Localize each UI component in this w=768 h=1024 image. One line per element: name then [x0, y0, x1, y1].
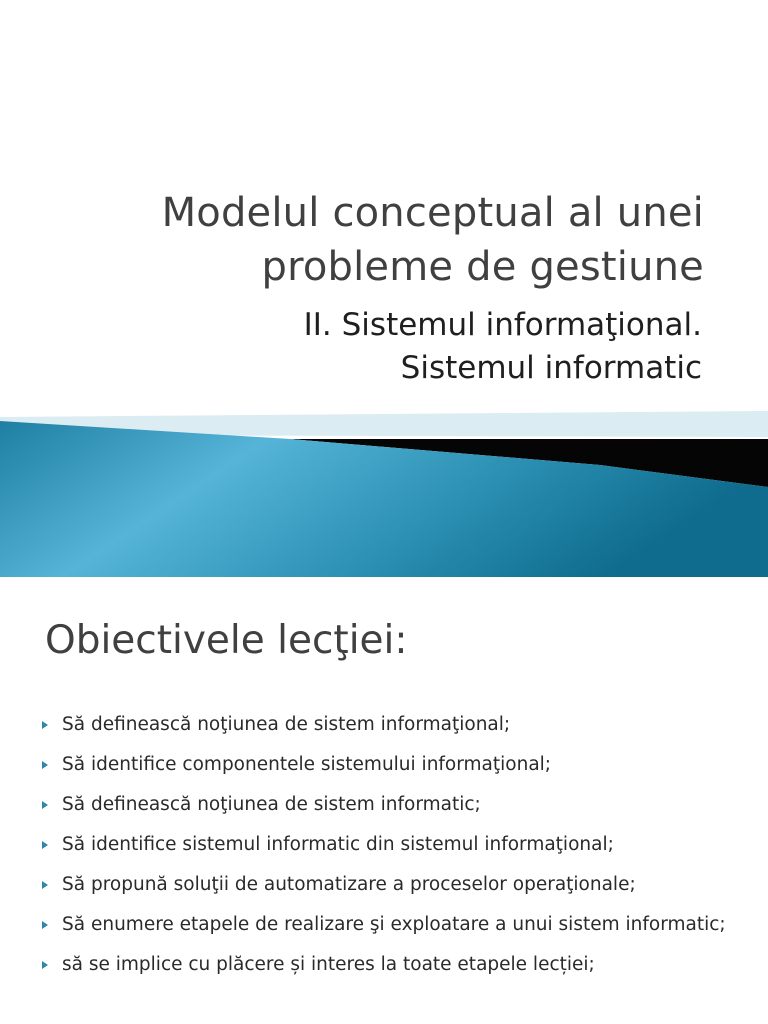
decorative-wave-band — [0, 405, 768, 577]
list-item — [40, 785, 740, 825]
triangle-right-icon — [40, 920, 50, 930]
subtitle-line-2: Sistemul informatic — [400, 350, 702, 386]
objectives-title: Obiectivele lecţiei: — [45, 618, 408, 663]
list-item-text: să se implice cu plăcere și interes la toate etapele lecției; — [62, 954, 595, 975]
list-item — [40, 825, 740, 865]
list-item-text: Să definească noţiunea de sistem informaţional; — [62, 714, 511, 735]
objectives-list — [40, 705, 740, 985]
triangle-right-icon — [40, 960, 50, 970]
list-item — [40, 745, 740, 785]
triangle-right-icon — [40, 800, 50, 810]
list-item — [40, 865, 740, 905]
subtitle-line-1: II. Sistemul informaţional. — [303, 307, 702, 343]
triangle-right-icon — [40, 720, 50, 730]
list-item-text: Să definească noţiunea de sistem informatic; — [62, 794, 481, 815]
list-item-text: Să identifice componentele sistemului informaţional; — [62, 754, 552, 775]
list-item — [40, 905, 740, 945]
list-item-text: Să enumere etapele de realizare şi exploatare a unui sistem informatic; — [62, 914, 726, 935]
triangle-right-icon — [40, 840, 50, 850]
list-item-text: Să propună soluţii de automatizare a proceselor operaţionale; — [62, 874, 636, 895]
slide-subtitle — [102, 304, 702, 390]
triangle-right-icon — [40, 760, 50, 770]
list-item — [40, 945, 740, 985]
list-item — [40, 705, 740, 745]
triangle-right-icon — [40, 880, 50, 890]
objectives-slide — [0, 577, 768, 1024]
list-item-text: Să identifice sistemul informatic din sistemul informaţional; — [62, 834, 614, 855]
slide-title: Modelul conceptual al unei probleme de gestiune — [161, 190, 704, 290]
